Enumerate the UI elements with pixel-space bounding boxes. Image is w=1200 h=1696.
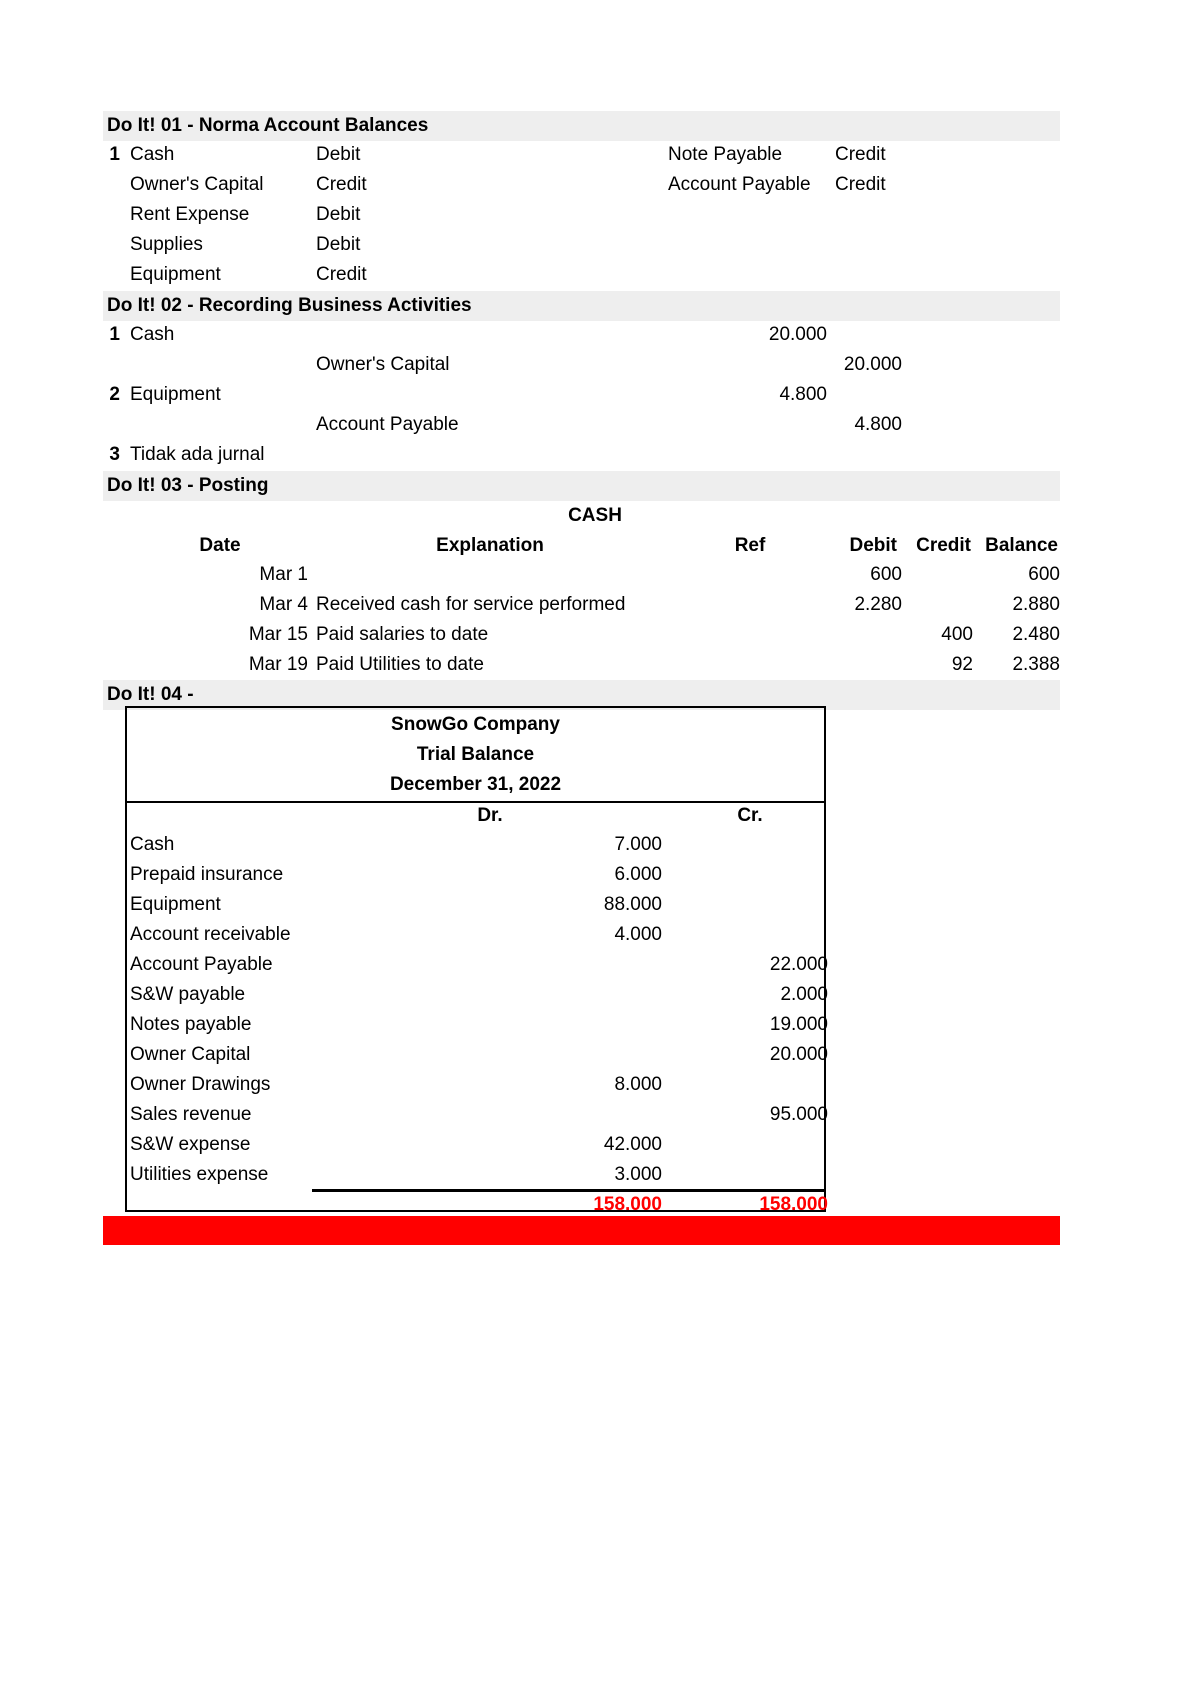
total-credit: 158.000: [759, 1194, 828, 1215]
tb-account: Account receivable: [130, 924, 291, 945]
normal-balance: Credit: [835, 144, 886, 165]
tb-credit: 19.000: [769, 1014, 828, 1035]
section3-header: Do It! 03 - Posting: [107, 475, 269, 496]
tb-account: Prepaid insurance: [130, 864, 284, 885]
journal-debit-amount: 20.000: [768, 324, 827, 345]
trial-balance-header-rule: [125, 801, 826, 803]
company-name: SnowGo Company: [391, 714, 560, 735]
ledger-balance: 2.388: [1012, 654, 1060, 675]
ledger-date: Mar 15: [248, 624, 308, 645]
report-title: Trial Balance: [416, 744, 535, 765]
tb-credit: 95.000: [769, 1104, 828, 1125]
ledger-col-ref: Ref: [734, 535, 766, 556]
ledger-explanation: Paid Utilities to date: [316, 654, 484, 675]
ledger-date: Mar 4: [259, 594, 308, 615]
total-rule: [312, 1189, 826, 1192]
section2-header: Do It! 02 - Recording Business Activities: [107, 295, 472, 316]
tb-debit: 4.000: [614, 924, 662, 945]
tb-account: Equipment: [130, 894, 221, 915]
report-date: December 31, 2022: [389, 774, 562, 795]
ledger-title: CASH: [568, 505, 622, 526]
journal-credit-amount: 4.800: [854, 414, 902, 435]
ledger-balance: 2.480: [1012, 624, 1060, 645]
ledger-balance: 600: [1028, 564, 1060, 585]
section1-number: 1: [109, 144, 120, 165]
normal-balance: Credit: [316, 264, 367, 285]
journal-credit-amount: 20.000: [843, 354, 902, 375]
bottom-red-band: [103, 1216, 1060, 1245]
tb-account: S&W expense: [130, 1134, 251, 1155]
tb-account: Sales revenue: [130, 1104, 252, 1125]
normal-balance: Debit: [316, 204, 361, 225]
ledger-debit: 600: [870, 564, 902, 585]
dr-column-header: Dr.: [477, 805, 503, 826]
normal-balance: Credit: [316, 174, 367, 195]
tb-debit: 8.000: [614, 1074, 662, 1095]
ledger-debit: 2.280: [854, 594, 902, 615]
ledger-date: Mar 19: [248, 654, 308, 675]
normal-balance: Debit: [316, 144, 361, 165]
account-name: Account Payable: [668, 174, 811, 195]
account-name: Supplies: [130, 234, 203, 255]
tb-account: S&W payable: [130, 984, 246, 1005]
normal-balance: Debit: [316, 234, 361, 255]
tb-account: Cash: [130, 834, 175, 855]
ledger-balance: 2.880: [1012, 594, 1060, 615]
journal-debit-account: Equipment: [130, 384, 221, 405]
entry-number: 3: [109, 444, 120, 465]
account-name: Owner's Capital: [130, 174, 264, 195]
tb-credit: 20.000: [769, 1044, 828, 1065]
tb-account: Notes payable: [130, 1014, 252, 1035]
account-name: Equipment: [130, 264, 221, 285]
ledger-credit: 92: [951, 654, 973, 675]
tb-account: Owner Drawings: [130, 1074, 271, 1095]
account-name: Cash: [130, 144, 175, 165]
ledger-col-credit: Credit: [916, 535, 971, 556]
tb-debit: 6.000: [614, 864, 662, 885]
tb-account: Utilities expense: [130, 1164, 269, 1185]
journal-credit-account: Account Payable: [316, 414, 459, 435]
tb-account: Owner Capital: [130, 1044, 251, 1065]
section4-header: Do It! 04 -: [107, 684, 194, 705]
tb-debit: 7.000: [614, 834, 662, 855]
journal-debit-amount: 4.800: [779, 384, 827, 405]
tb-credit: 2.000: [780, 984, 828, 1005]
tb-account: Account Payable: [130, 954, 273, 975]
tb-credit: 22.000: [769, 954, 828, 975]
ledger-col-explanation: Explanation: [436, 535, 544, 556]
ledger-explanation: Received cash for service performed: [316, 594, 626, 615]
normal-balance: Credit: [835, 174, 886, 195]
tb-debit: 88.000: [603, 894, 662, 915]
journal-credit-account: Owner's Capital: [316, 354, 450, 375]
ledger-explanation: Paid salaries to date: [316, 624, 489, 645]
entry-number: 1: [109, 324, 120, 345]
ledger-col-debit: Debit: [849, 535, 897, 556]
ledger-date: Mar 1: [259, 564, 308, 585]
journal-debit-account: Cash: [130, 324, 175, 345]
entry-number: 2: [109, 384, 120, 405]
account-name: Note Payable: [668, 144, 783, 165]
tb-debit: 3.000: [614, 1164, 662, 1185]
ledger-credit: 400: [941, 624, 973, 645]
tb-debit: 42.000: [603, 1134, 662, 1155]
total-debit: 158.000: [593, 1194, 662, 1215]
ledger-col-date: Date: [199, 535, 241, 556]
section1-header: Do It! 01 - Norma Account Balances: [107, 115, 429, 136]
ledger-col-balance: Balance: [985, 535, 1058, 556]
cr-column-header: Cr.: [737, 805, 763, 826]
account-name: Rent Expense: [130, 204, 250, 225]
journal-note: Tidak ada jurnal: [130, 444, 265, 465]
